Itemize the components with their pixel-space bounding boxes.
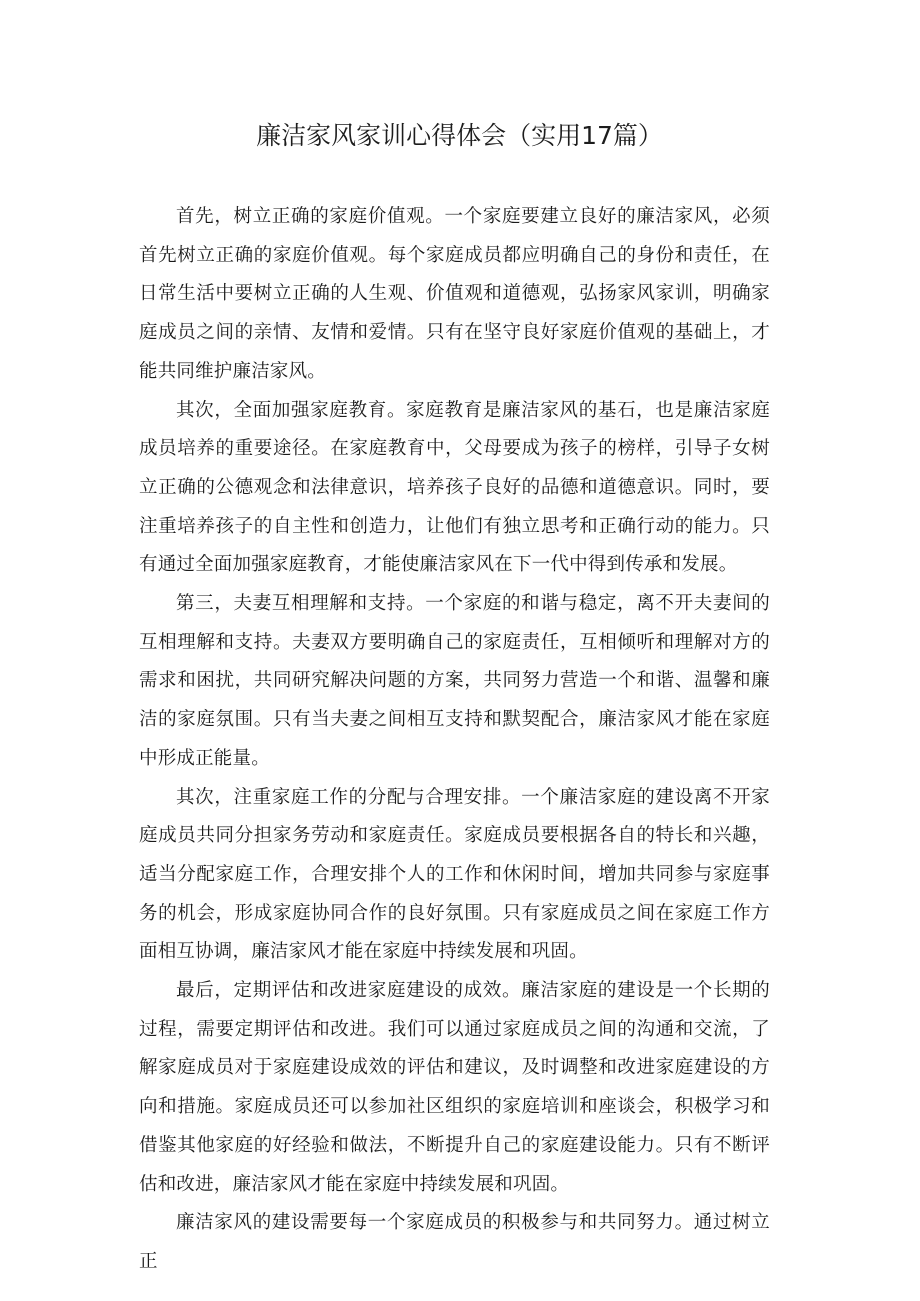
paragraph-values: 首先，树立正确的家庭价值观。一个家庭要建立良好的廉洁家风，必须首先树立正确的家庭价值观。每个家庭成员都应明确自己的身份和责任，在日常生活中要树立正确的人生观、价值观和道德观，弘扬家风家训，明确家庭成员之间的亲情、友情和爱情。只有在坚守良好家庭价值观的基础上，才能共同维护廉洁家风。 <box>139 206 770 382</box>
paragraph-conclusion: 廉洁家风的建设需要每一个家庭成员的积极参与和共同努力。通过树立正 <box>139 1212 770 1272</box>
paragraph-education: 其次，全面加强家庭教育。家庭教育是廉洁家风的基石，也是廉洁家庭成员培养的重要途径。在家庭教育中，父母要成为孩子的榜样，引导子女树立正确的公德观念和法律意识，培养孩子良好的品德和道德意识。同时，要注重培养孩子的自主性和创造力，让他们有独立思考和正确行动的能力。只有通过全面加强家庭教育，才能使廉洁家风在下一代中得到传承和发展。 <box>139 399 770 576</box>
paragraph-housework: 其次，注重家庭工作的分配与合理安排。一个廉洁家庭的建设离不开家庭成员共同分担家务劳动和家庭责任。家庭成员要根据各自的特长和兴趣，适当分配家庭工作，合理安排个人的工作和休闲时间，增加共同参与家庭事务的机会，形成家庭协同合作的良好氛围。只有家庭成员之间在家庭工作方面相互协调，廉洁家风才能在家庭中持续发展和巩固。 <box>139 786 770 963</box>
document-title: 廉洁家风家训心得体会（实用17篇） <box>256 121 663 150</box>
paragraph-couple-support: 第三，夫妻互相理解和支持。一个家庭的和谐与稳定，离不开夫妻间的互相理解和支持。夫妻双方要明确自己的家庭责任，互相倾听和理解对方的需求和困扰，共同研究解决问题的方案，共同努力营造一个和谐、温馨和廉洁的家庭氛围。只有当夫妻之间相互支持和默契配合，廉洁家风才能在家庭中形成正能量。 <box>139 593 770 769</box>
paragraph-evaluation: 最后，定期评估和改进家庭建设的成效。廉洁家庭的建设是一个长期的过程，需要定期评估和改进。我们可以通过家庭成员之间的沟通和交流，了解家庭成员对于家庭建设成效的评估和建议，及时调整和改进家庭建设的方向和措施。家庭成员还可以参加社区组织的家庭培训和座谈会，积极学习和借鉴其他家庭的好经验和做法，不断提升自己的家庭建设能力。只有不断评估和改进，廉洁家风才能在家庭中持续发展和巩固。 <box>139 980 770 1195</box>
